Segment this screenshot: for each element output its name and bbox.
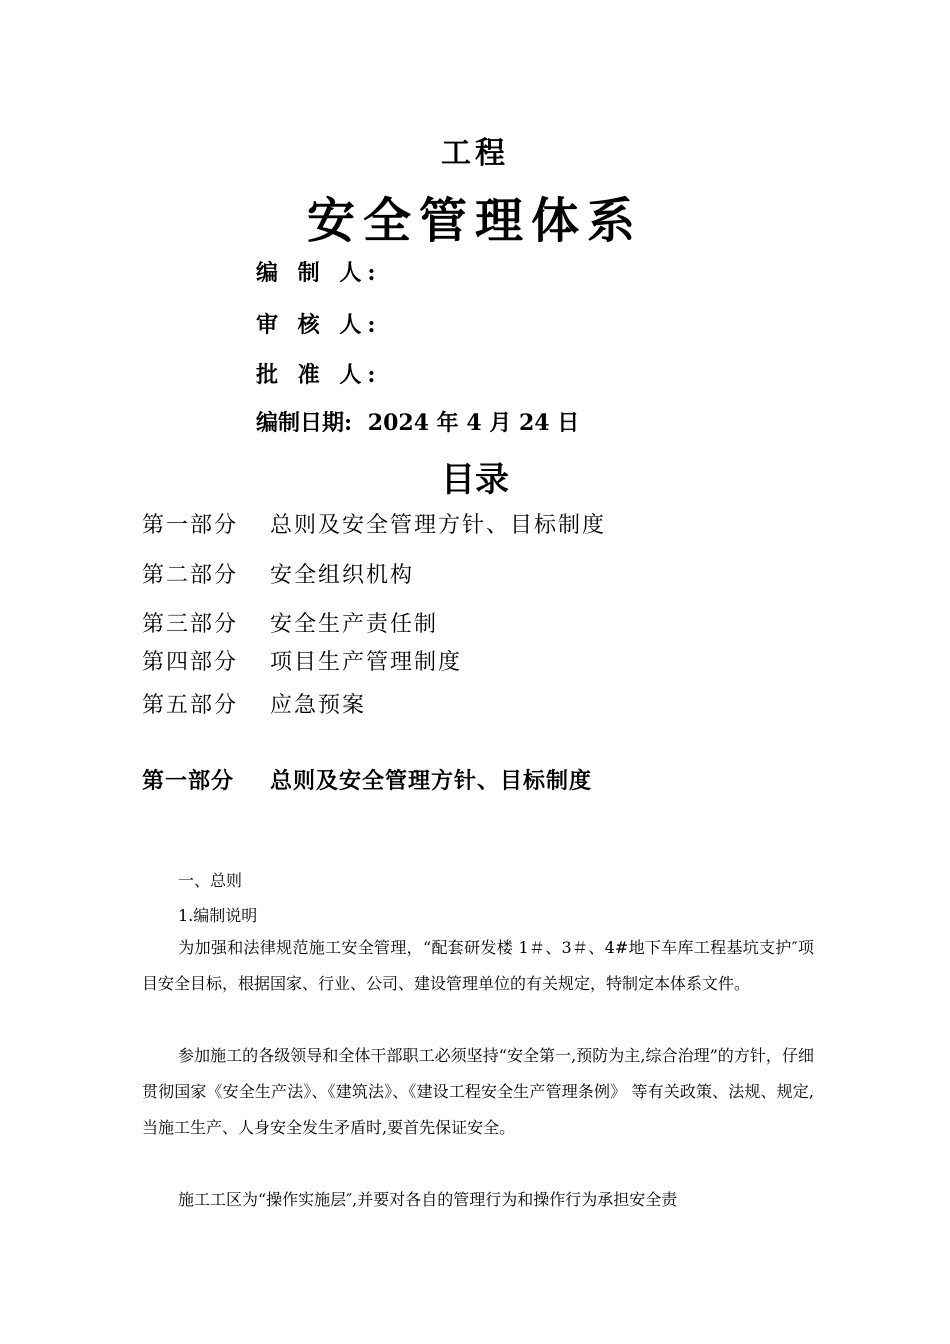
toc-item-title: 安全组织机构 [270, 563, 415, 588]
section-title: 总则及安全管理方针、目标制度 [270, 768, 593, 794]
date-line [256, 406, 579, 437]
toc-item-title: 安全生产责任制 [270, 612, 439, 637]
paragraph-text: 施工工区为“操作实施层″,并要对各自的管理行为和操作行为承担安全责 [178, 1190, 678, 1209]
reviewer-label-text: 审 核 人: [256, 312, 382, 338]
toc-item-part: 第一部分 [142, 513, 239, 538]
toc-item-part: 第五部分 [142, 693, 239, 718]
approver-label [256, 358, 381, 389]
compiler-label-text: 编 制 人: [256, 260, 382, 286]
toc-item[interactable] [142, 607, 438, 638]
toc-item-part: 第四部分 [142, 650, 239, 675]
approver-label-text: 批 准 人: [256, 362, 382, 388]
paragraph [142, 1038, 814, 1146]
paragraph [142, 930, 814, 1002]
compiler-label [256, 256, 381, 287]
toc-item-title: 总则及安全管理方针、目标制度 [270, 513, 607, 538]
section-heading [142, 764, 592, 795]
paragraph-text: 为加强和法律规范施工安全管理，“配套研发楼 1＃、3＃、4#地下车库工程基坑支护″项目安全目标，根据国家、行业、公司、建设管理单位的有关规定，特制定本体系文件。 [142, 938, 814, 993]
toc-title: 目录 [441, 460, 509, 500]
toc-item-part: 第三部分 [142, 612, 239, 637]
cover-subtitle: 工程 [441, 136, 509, 171]
toc-item[interactable] [142, 508, 606, 539]
toc-item-title: 应急预案 [270, 693, 367, 718]
reviewer-label [256, 308, 381, 339]
subheading-description: 1.编制说明 [178, 906, 258, 925]
paragraph-text: 参加施工的各级领导和全体干部职工必须坚持“安全第一,预防为主,综合治理”的方针，仔细贯彻国家《安全生产法》、《建筑法》、《建设工程安全生产管理条例》 等有关政策、法规、规定,当施工生产、人身安全发生矛盾时,要首先保证安全。 [142, 1046, 814, 1137]
toc-item[interactable] [142, 645, 462, 676]
subheading-general: 一、总则 [178, 871, 243, 890]
paragraph [142, 1182, 814, 1218]
date-label: 编制日期: [256, 410, 353, 436]
date-value: 2024 年 4 月 24 日 [367, 410, 580, 436]
toc-item-title: 项目生产管理制度 [270, 650, 463, 675]
section-part: 第一部分 [142, 768, 235, 794]
toc-item[interactable] [142, 688, 366, 719]
toc-item-part: 第二部分 [142, 563, 239, 588]
toc-item[interactable] [142, 558, 414, 589]
cover-title: 安全管理体系 [306, 193, 643, 249]
